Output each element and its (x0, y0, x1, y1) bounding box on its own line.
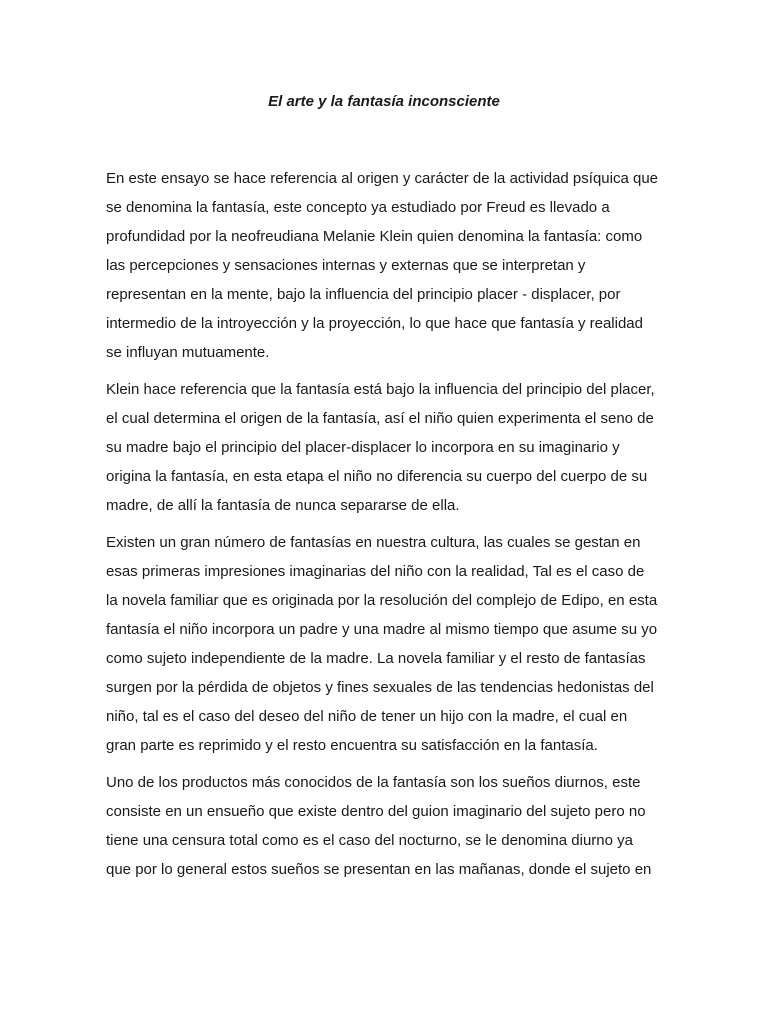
text-line: madre, de allí la fantasía de nunca separarse de ella. (106, 497, 460, 514)
paragraph (106, 164, 666, 367)
text-line: que por lo general estos sueños se presentan en las mañanas, donde el sujeto en (106, 861, 652, 878)
text-line: su madre bajo el principio del placer-displacer lo incorpora en su imaginario y (106, 439, 620, 456)
paragraph (106, 768, 666, 884)
text-line: se denomina la fantasía, este concepto ya estudiado por Freud es llevado a (106, 199, 610, 216)
text-line: niño, tal es el caso del deseo del niño de tener un hijo con la madre, el cual en (106, 708, 628, 725)
text-line: consiste en un ensueño que existe dentro del guion imaginario del sujeto pero no (106, 803, 646, 820)
text-line: intermedio de la introyección y la proyección, lo que hace que fantasía y realidad (106, 315, 643, 332)
text-line: origina la fantasía, en esta etapa el niño no diferencia su cuerpo del cuerpo de su (106, 468, 648, 485)
document-title: El arte y la fantasía inconsciente (268, 93, 500, 110)
text-line: surgen por la pérdida de objetos y fines sexuales de las tendencias hedonistas del (106, 679, 654, 696)
text-line: las percepciones y sensaciones internas y externas que se interpretan y (106, 257, 586, 274)
text-line: como sujeto independiente de la madre. La novela familiar y el resto de fantasías (106, 650, 646, 667)
text-line: profundidad por la neofreudiana Melanie Klein quien denomina la fantasía: como (106, 228, 643, 245)
text-line: se influyan mutuamente. (106, 344, 270, 361)
text-line: En este ensayo se hace referencia al origen y carácter de la actividad psíquica que (106, 170, 658, 187)
text-line: la novela familiar que es originada por la resolución del complejo de Edipo, en esta (106, 592, 658, 609)
text-line: esas primeras impresiones imaginarias del niño con la realidad, Tal es el caso de (106, 563, 645, 580)
paragraph (106, 375, 666, 520)
text-line: Existen un gran número de fantasías en nuestra cultura, las cuales se gestan en (106, 534, 641, 551)
text-line: Uno de los productos más conocidos de la fantasía son los sueños diurnos, este (106, 774, 641, 791)
text-line: el cual determina el origen de la fantasía, así el niño quien experimenta el seno de (106, 410, 654, 427)
text-line: representan en la mente, bajo la influencia del principio placer - displacer, por (106, 286, 621, 303)
document-body (106, 164, 666, 892)
text-line: fantasía el niño incorpora un padre y una madre al mismo tiempo que asume su yo (106, 621, 658, 638)
text-line: tiene una censura total como es el caso del nocturno, se le denomina diurno ya (106, 832, 633, 849)
text-line: gran parte es reprimido y el resto encuentra su satisfacción en la fantasía. (106, 737, 598, 754)
text-line: Klein hace referencia que la fantasía está bajo la influencia del principio del placer, (106, 381, 655, 398)
paragraph (106, 528, 666, 760)
